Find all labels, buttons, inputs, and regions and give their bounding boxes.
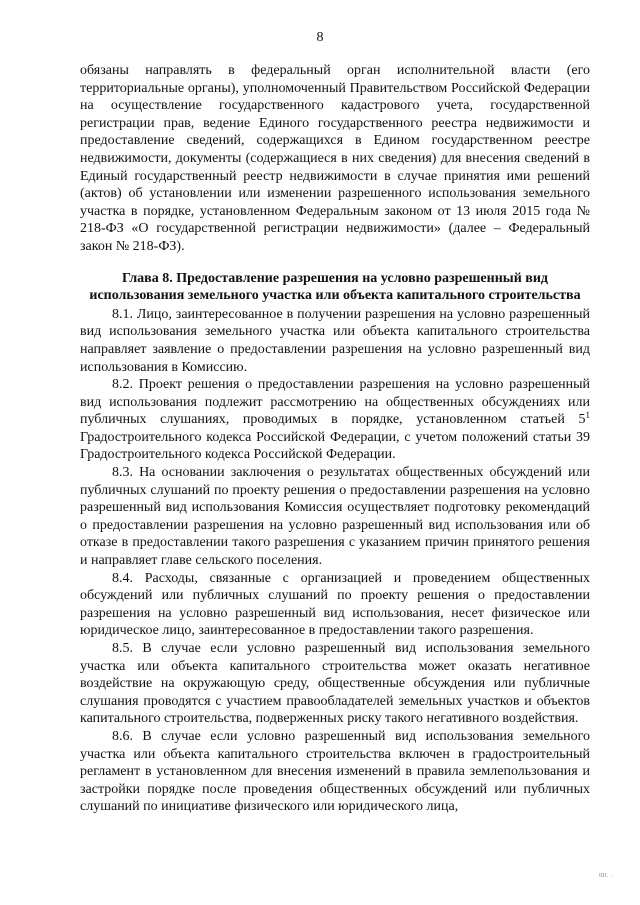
continuation-paragraph: обязаны направлять в федеральный орган исполнительной власти (его территориальные органы), уполномоченный Правительством Российской Федерации на осуществление государственного кадастрового учета, государственной регистрации прав, ведение Единого государственного реестра недвижимости и предоставление сведений, содержащихся в Едином государственном реестре недвижимости, документы (содержащиеся в них сведения) для внесения сведений в Единый государственный реестр недвижимости в случае принятия ими решений (актов) об установлении или изменении разрешенного использования земельного участка в порядке, установленном Федеральным законом от 13 июля 2015 года № 218-ФЗ «О государственной регистрации недвижимости» (далее – Федеральный закон № 218-ФЗ). bbox=[80, 63, 590, 254]
page-number: 8 bbox=[316, 30, 324, 45]
paragraph-8-2-text-start: 8.2. Проект решения о предоставлении разрешения на условно разрешенный вид использования подлежит рассмотрению на общественных обсуждениях или публичных слушаниях, проводимых в порядке, установленном статьей 5 bbox=[80, 377, 590, 428]
document-body bbox=[80, 62, 590, 816]
chapter-heading: Глава 8. Предоставление разрешения на условно разрешенный вид использования земельного участка или объекта капитального строительства bbox=[89, 270, 581, 304]
paragraph-8-2-text-end: Градостроительного кодекса Российской Федерации, с учетом положений статьи 39 Градостроительного кодекса Российской Федерации. bbox=[80, 429, 590, 463]
paragraph-8-3: 8.3. На основании заключения о результатах общественных обсуждений или публичных слушаний по проекту решения о предоставлении разрешения на условно разрешенный вид использования Комиссия осуществляет подготовку рекомендаций о предоставлении разрешения на условно разрешенный вид использования или об отказе в предоставлении такого разрешения с указанием причин принятого решения и направляет главе сельского поселения. bbox=[80, 465, 590, 569]
paragraph-8-5: 8.5. В случае если условно разрешенный вид использования земельного участка или объекта капитального строительства может оказать негативное воздействие на окружающую среду, общественные обсуждения или публичные слушания проводятся с участием правообладателей земельных участков и объектов капитального строительства, подверженных риску такого негативного воздействия. bbox=[80, 641, 590, 727]
paragraph-8-4: 8.4. Расходы, связанные с организацией и проведением общественных обсуждений или публичных слушаний по проекту решения о предоставлении разрешения на условно разрешенный вид использования, несет физическое или юридическое лицо, заинтересованное в предоставлении такого разрешения. bbox=[80, 570, 590, 639]
paragraph-8-1: 8.1. Лицо, заинтересованное в получении разрешения на условно разрешенный вид использования земельного участка или объекта капитального строительства направляет заявление о предоставлении разрешения на условно разрешенный вид использования в Комиссию. bbox=[80, 306, 590, 375]
paragraph-8-2 bbox=[80, 376, 590, 464]
paragraph-8-6: 8.6. В случае если условно разрешенный вид использования земельного участка или объекта капитального строительства включен в градостроительный регламент в установленном для внесения изменений в правила землепользования и застройки порядке после проведения общественных обсуждений или публичных слушаний по инициативе физического или юридического лица, bbox=[80, 728, 590, 815]
scan-mark: ιαι. . bbox=[599, 872, 612, 880]
article-superscript: 1 bbox=[585, 410, 590, 421]
